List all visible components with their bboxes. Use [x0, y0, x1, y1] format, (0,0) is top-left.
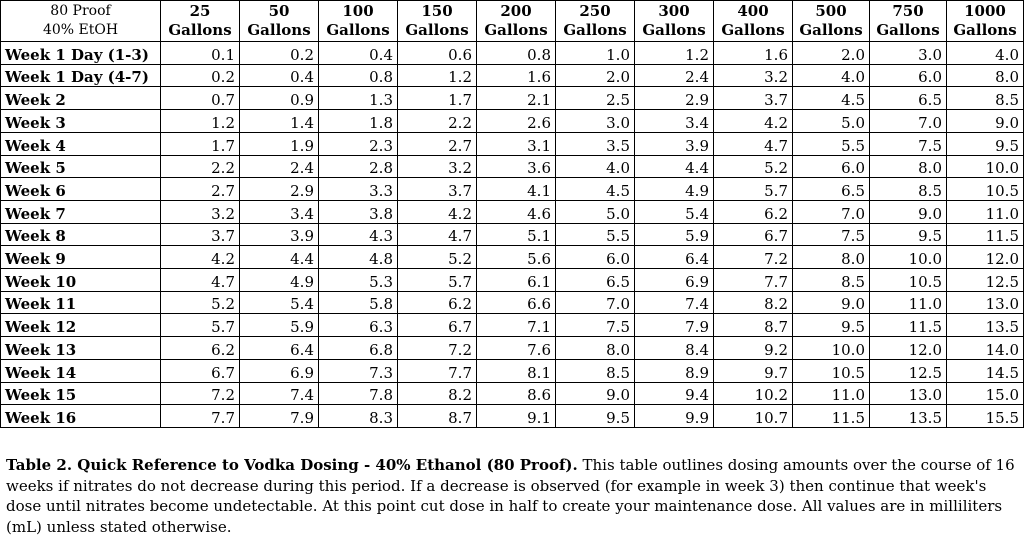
row-label: Week 13 — [1, 337, 161, 360]
dose-cell: 7.0 — [870, 110, 947, 133]
dose-cell: 8.1 — [477, 359, 556, 382]
dose-cell: 9.0 — [947, 110, 1024, 133]
column-header-amount: 100 — [342, 2, 374, 20]
table-row — [1, 314, 1024, 337]
dose-cell: 4.7 — [714, 132, 793, 155]
dose-cell: 2.9 — [635, 87, 714, 110]
column-header-200-gallons — [477, 1, 556, 42]
dose-cell: 4.4 — [635, 155, 714, 178]
dose-cell: 6.1 — [477, 269, 556, 292]
dose-cell: 2.9 — [240, 178, 319, 201]
dose-cell: 9.9 — [635, 405, 714, 428]
dose-cell: 0.4 — [319, 42, 398, 65]
row-label: Week 16 — [1, 405, 161, 428]
table-row — [1, 223, 1024, 246]
dose-cell: 2.8 — [319, 155, 398, 178]
dose-cell: 3.7 — [398, 178, 477, 201]
dose-cell: 9.7 — [714, 359, 793, 382]
table-row — [1, 405, 1024, 428]
dose-cell: 4.7 — [161, 269, 240, 292]
table-header — [1, 1, 1024, 42]
dose-cell: 5.4 — [240, 291, 319, 314]
column-header-amount: 400 — [737, 2, 769, 20]
dose-cell: 4.5 — [793, 87, 870, 110]
dose-cell: 1.7 — [161, 132, 240, 155]
dose-cell: 2.4 — [240, 155, 319, 178]
dose-cell: 3.7 — [714, 87, 793, 110]
row-label: Week 6 — [1, 178, 161, 201]
dose-cell: 5.5 — [556, 223, 635, 246]
dose-cell: 6.9 — [635, 269, 714, 292]
dose-cell: 5.0 — [556, 200, 635, 223]
dose-cell: 7.7 — [161, 405, 240, 428]
dose-cell: 6.8 — [319, 337, 398, 360]
dose-cell: 15.0 — [947, 382, 1024, 405]
row-label: Week 11 — [1, 291, 161, 314]
dose-cell: 7.4 — [240, 382, 319, 405]
dose-cell: 10.0 — [947, 155, 1024, 178]
dose-cell: 3.8 — [319, 200, 398, 223]
dose-cell: 8.5 — [556, 359, 635, 382]
dose-cell: 10.5 — [870, 269, 947, 292]
dose-cell: 8.5 — [793, 269, 870, 292]
dose-cell: 2.7 — [161, 178, 240, 201]
row-label: Week 1 Day (4-7) — [1, 64, 161, 87]
dose-cell: 4.1 — [477, 178, 556, 201]
dose-cell: 6.5 — [793, 178, 870, 201]
dose-cell: 0.1 — [161, 42, 240, 65]
dose-cell: 8.5 — [947, 87, 1024, 110]
dose-cell: 4.4 — [240, 246, 319, 269]
dose-cell: 8.0 — [870, 155, 947, 178]
dose-cell: 4.0 — [793, 64, 870, 87]
dose-cell: 10.5 — [793, 359, 870, 382]
dose-cell: 2.0 — [793, 42, 870, 65]
column-header-300-gallons — [635, 1, 714, 42]
caption-body: This table outlines dosing amounts over the course of 16 weeks if nitrates do not decrease during this period. If a decrease is observed (for example in week 3) then continue that week's dose until nitrates become undetectable. At this point cut dose in half to create your maintenance dose. All values are in milliliters (mL) unless stated otherwise. — [6, 456, 1015, 536]
dose-cell: 8.0 — [556, 337, 635, 360]
column-header-150-gallons — [398, 1, 477, 42]
dose-cell: 5.2 — [398, 246, 477, 269]
dose-cell: 5.3 — [319, 269, 398, 292]
dose-cell: 9.5 — [556, 405, 635, 428]
dose-cell: 8.9 — [635, 359, 714, 382]
dose-cell: 3.4 — [635, 110, 714, 133]
row-label: Week 4 — [1, 132, 161, 155]
row-label: Week 7 — [1, 200, 161, 223]
row-label: Week 2 — [1, 87, 161, 110]
dose-cell: 5.7 — [398, 269, 477, 292]
dose-cell: 7.6 — [477, 337, 556, 360]
dose-cell: 0.8 — [477, 42, 556, 65]
dose-cell: 5.2 — [714, 155, 793, 178]
dose-cell: 3.9 — [240, 223, 319, 246]
dose-cell: 13.0 — [947, 291, 1024, 314]
table-body — [1, 42, 1024, 428]
dose-cell: 6.0 — [870, 64, 947, 87]
dose-cell: 5.8 — [319, 291, 398, 314]
dose-cell: 9.4 — [635, 382, 714, 405]
dose-cell: 8.6 — [477, 382, 556, 405]
dose-cell: 1.3 — [319, 87, 398, 110]
column-header-unit: Gallons — [247, 21, 311, 39]
dose-cell: 3.5 — [556, 132, 635, 155]
column-header-unit: Gallons — [642, 21, 706, 39]
dose-cell: 2.6 — [477, 110, 556, 133]
dose-cell: 11.5 — [793, 405, 870, 428]
dose-cell: 7.9 — [635, 314, 714, 337]
corner-line-etoh: 40% EtOH — [42, 22, 119, 38]
column-header-amount: 150 — [421, 2, 453, 20]
dose-cell: 11.0 — [793, 382, 870, 405]
dose-cell: 2.2 — [161, 155, 240, 178]
table-row — [1, 382, 1024, 405]
dose-cell: 7.1 — [477, 314, 556, 337]
dose-cell: 3.1 — [477, 132, 556, 155]
dose-cell: 4.0 — [556, 155, 635, 178]
dose-cell: 3.2 — [714, 64, 793, 87]
dose-cell: 5.7 — [161, 314, 240, 337]
dose-cell: 4.5 — [556, 178, 635, 201]
dose-cell: 6.6 — [477, 291, 556, 314]
dose-cell: 7.4 — [635, 291, 714, 314]
dose-cell: 9.5 — [793, 314, 870, 337]
table-row — [1, 178, 1024, 201]
dose-cell: 9.0 — [793, 291, 870, 314]
row-label: Week 1 Day (1-3) — [1, 42, 161, 65]
dose-cell: 1.6 — [477, 64, 556, 87]
dose-cell: 3.4 — [240, 200, 319, 223]
dose-cell: 7.2 — [161, 382, 240, 405]
dose-cell: 13.0 — [870, 382, 947, 405]
column-header-unit: Gallons — [484, 21, 548, 39]
column-header-50-gallons — [240, 1, 319, 42]
dose-cell: 8.7 — [398, 405, 477, 428]
table-row — [1, 155, 1024, 178]
column-header-25-gallons — [161, 1, 240, 42]
column-header-amount: 300 — [658, 2, 690, 20]
dose-cell: 9.2 — [714, 337, 793, 360]
dose-cell: 2.3 — [319, 132, 398, 155]
dose-cell: 8.7 — [714, 314, 793, 337]
dose-cell: 1.2 — [398, 64, 477, 87]
dose-cell: 11.0 — [870, 291, 947, 314]
table-row — [1, 359, 1024, 382]
column-header-500-gallons — [793, 1, 870, 42]
dose-cell: 12.0 — [870, 337, 947, 360]
dose-cell: 5.2 — [161, 291, 240, 314]
dose-cell: 2.1 — [477, 87, 556, 110]
dose-cell: 1.0 — [556, 42, 635, 65]
dose-cell: 6.5 — [870, 87, 947, 110]
dose-cell: 7.3 — [319, 359, 398, 382]
dose-cell: 9.0 — [870, 200, 947, 223]
dose-cell: 7.7 — [398, 359, 477, 382]
dose-cell: 13.5 — [947, 314, 1024, 337]
dose-cell: 6.5 — [556, 269, 635, 292]
dose-cell: 2.4 — [635, 64, 714, 87]
dose-cell: 10.0 — [870, 246, 947, 269]
dose-cell: 6.3 — [319, 314, 398, 337]
dose-cell: 4.3 — [319, 223, 398, 246]
dose-cell: 3.3 — [319, 178, 398, 201]
dose-cell: 9.5 — [870, 223, 947, 246]
table-row — [1, 291, 1024, 314]
dose-cell: 0.6 — [398, 42, 477, 65]
row-label: Week 5 — [1, 155, 161, 178]
column-header-unit: Gallons — [953, 21, 1017, 39]
dose-cell: 1.2 — [161, 110, 240, 133]
dose-cell: 9.1 — [477, 405, 556, 428]
table-row — [1, 110, 1024, 133]
dose-cell: 15.5 — [947, 405, 1024, 428]
column-header-250-gallons — [556, 1, 635, 42]
dose-cell: 2.2 — [398, 110, 477, 133]
dose-cell: 14.5 — [947, 359, 1024, 382]
dose-cell: 8.3 — [319, 405, 398, 428]
dose-cell: 7.8 — [319, 382, 398, 405]
table-row — [1, 246, 1024, 269]
table-row — [1, 87, 1024, 110]
dose-cell: 7.5 — [793, 223, 870, 246]
column-header-unit: Gallons — [721, 21, 785, 39]
dose-cell: 7.2 — [398, 337, 477, 360]
dose-cell: 0.7 — [161, 87, 240, 110]
dose-cell: 14.0 — [947, 337, 1024, 360]
dose-cell: 5.0 — [793, 110, 870, 133]
dose-cell: 0.2 — [161, 64, 240, 87]
dose-cell: 3.0 — [556, 110, 635, 133]
dose-cell: 1.6 — [714, 42, 793, 65]
dose-cell: 6.0 — [793, 155, 870, 178]
table-row — [1, 42, 1024, 65]
dose-cell: 4.7 — [398, 223, 477, 246]
dose-cell: 2.7 — [398, 132, 477, 155]
column-header-amount: 200 — [500, 2, 532, 20]
column-header-unit: Gallons — [405, 21, 469, 39]
dose-cell: 13.5 — [870, 405, 947, 428]
dose-cell: 4.9 — [240, 269, 319, 292]
dose-cell: 7.0 — [556, 291, 635, 314]
dose-cell: 6.0 — [556, 246, 635, 269]
dose-cell: 7.9 — [240, 405, 319, 428]
dose-cell: 8.2 — [714, 291, 793, 314]
column-header-unit: Gallons — [799, 21, 863, 39]
dose-cell: 6.2 — [398, 291, 477, 314]
dose-cell: 6.2 — [714, 200, 793, 223]
dose-cell: 6.7 — [714, 223, 793, 246]
row-label: Week 12 — [1, 314, 161, 337]
dose-cell: 4.8 — [319, 246, 398, 269]
dose-cell: 5.5 — [793, 132, 870, 155]
row-label: Week 9 — [1, 246, 161, 269]
dose-cell: 10.7 — [714, 405, 793, 428]
dose-cell: 6.4 — [635, 246, 714, 269]
dose-cell: 4.0 — [947, 42, 1024, 65]
dose-cell: 6.9 — [240, 359, 319, 382]
dose-cell: 9.5 — [947, 132, 1024, 155]
column-header-amount: 250 — [579, 2, 611, 20]
dose-cell: 7.5 — [870, 132, 947, 155]
dose-cell: 2.0 — [556, 64, 635, 87]
dose-cell: 0.2 — [240, 42, 319, 65]
corner-line-proof: 80 Proof — [50, 3, 111, 19]
dose-cell: 10.2 — [714, 382, 793, 405]
column-header-unit: Gallons — [168, 21, 232, 39]
row-label: Week 10 — [1, 269, 161, 292]
column-header-100-gallons — [319, 1, 398, 42]
dose-cell: 12.5 — [870, 359, 947, 382]
dose-cell: 5.7 — [714, 178, 793, 201]
dose-cell: 4.6 — [477, 200, 556, 223]
corner-header — [1, 1, 161, 42]
column-header-amount: 750 — [892, 2, 924, 20]
column-header-amount: 1000 — [964, 2, 1006, 20]
dose-cell: 1.8 — [319, 110, 398, 133]
dose-cell: 1.4 — [240, 110, 319, 133]
dose-cell: 0.8 — [319, 64, 398, 87]
caption-title: Table 2. Quick Reference to Vodka Dosing - 40% Ethanol (80 Proof). — [6, 456, 578, 474]
dose-cell: 6.4 — [240, 337, 319, 360]
table-caption — [6, 455, 1018, 537]
dose-cell: 11.0 — [947, 200, 1024, 223]
row-label: Week 15 — [1, 382, 161, 405]
dose-cell: 12.5 — [947, 269, 1024, 292]
dose-cell: 1.7 — [398, 87, 477, 110]
dose-cell: 12.0 — [947, 246, 1024, 269]
dose-cell: 4.2 — [398, 200, 477, 223]
dose-cell: 9.0 — [556, 382, 635, 405]
dose-cell: 7.5 — [556, 314, 635, 337]
dose-cell: 8.2 — [398, 382, 477, 405]
dose-cell: 7.7 — [714, 269, 793, 292]
dose-cell: 1.2 — [635, 42, 714, 65]
dose-cell: 4.9 — [635, 178, 714, 201]
dose-cell: 6.2 — [161, 337, 240, 360]
dose-cell: 5.9 — [240, 314, 319, 337]
dose-cell: 11.5 — [947, 223, 1024, 246]
table-row — [1, 337, 1024, 360]
row-label: Week 14 — [1, 359, 161, 382]
dose-cell: 5.9 — [635, 223, 714, 246]
column-header-750-gallons — [870, 1, 947, 42]
table-row — [1, 200, 1024, 223]
column-header-unit: Gallons — [326, 21, 390, 39]
dose-cell: 11.5 — [870, 314, 947, 337]
dose-cell: 3.0 — [870, 42, 947, 65]
dose-cell: 3.7 — [161, 223, 240, 246]
column-header-400-gallons — [714, 1, 793, 42]
row-label: Week 3 — [1, 110, 161, 133]
column-header-amount: 500 — [815, 2, 847, 20]
table-row — [1, 132, 1024, 155]
table-row — [1, 64, 1024, 87]
dose-cell: 8.0 — [793, 246, 870, 269]
dose-cell: 5.1 — [477, 223, 556, 246]
table-row — [1, 269, 1024, 292]
row-label: Week 8 — [1, 223, 161, 246]
dose-cell: 4.2 — [161, 246, 240, 269]
dose-cell: 3.6 — [477, 155, 556, 178]
column-header-amount: 25 — [189, 2, 211, 20]
column-header-unit: Gallons — [563, 21, 627, 39]
column-header-1000-gallons — [947, 1, 1024, 42]
dose-cell: 8.0 — [947, 64, 1024, 87]
dose-cell: 6.7 — [161, 359, 240, 382]
dose-cell: 3.2 — [161, 200, 240, 223]
dose-cell: 3.9 — [635, 132, 714, 155]
header-row — [1, 1, 1024, 42]
dose-cell: 1.9 — [240, 132, 319, 155]
dose-cell: 10.5 — [947, 178, 1024, 201]
dose-cell: 3.2 — [398, 155, 477, 178]
dose-cell: 2.5 — [556, 87, 635, 110]
dose-cell: 5.6 — [477, 246, 556, 269]
dose-cell: 0.9 — [240, 87, 319, 110]
dose-cell: 0.4 — [240, 64, 319, 87]
column-header-unit: Gallons — [876, 21, 940, 39]
dose-cell: 7.2 — [714, 246, 793, 269]
dose-cell: 7.0 — [793, 200, 870, 223]
dose-cell: 6.7 — [398, 314, 477, 337]
dose-cell: 8.5 — [870, 178, 947, 201]
dose-cell: 8.4 — [635, 337, 714, 360]
dose-cell: 4.2 — [714, 110, 793, 133]
dose-cell: 10.0 — [793, 337, 870, 360]
column-header-amount: 50 — [268, 2, 290, 20]
dose-cell: 5.4 — [635, 200, 714, 223]
